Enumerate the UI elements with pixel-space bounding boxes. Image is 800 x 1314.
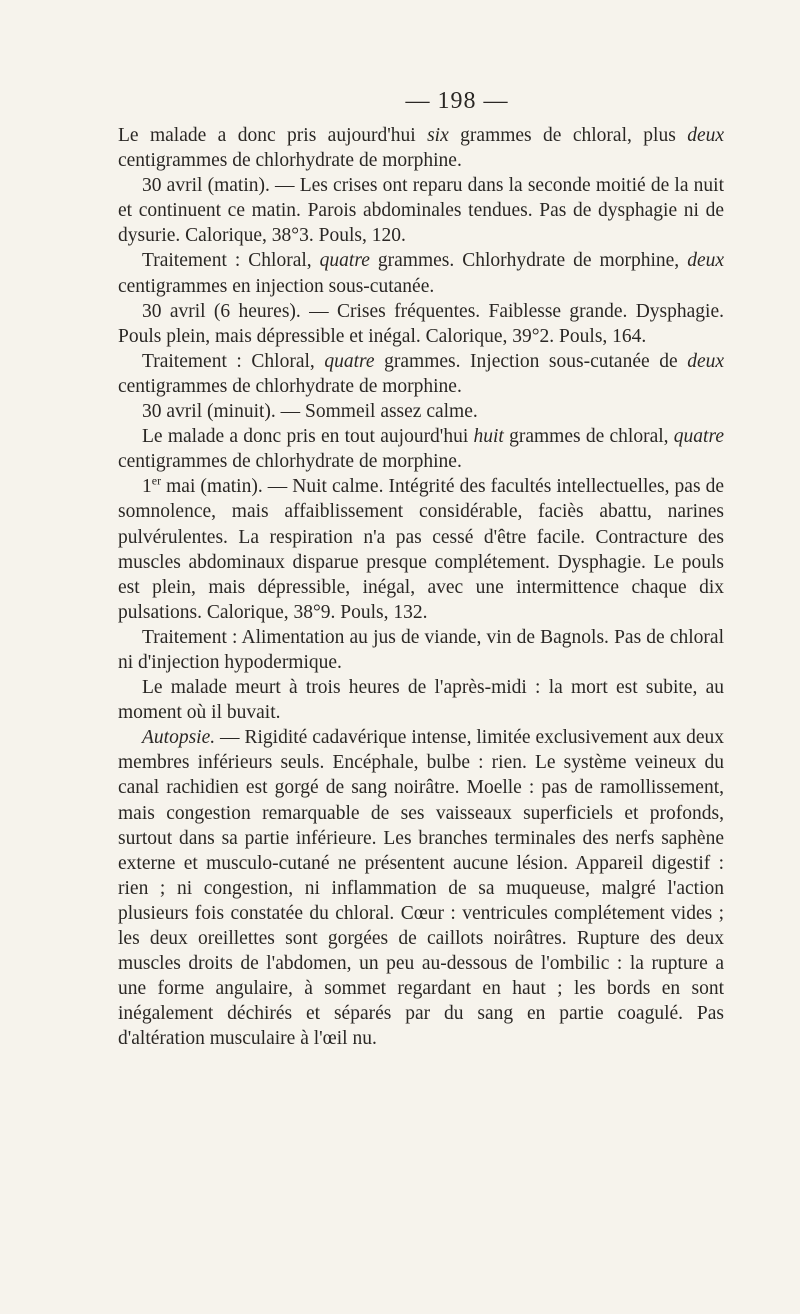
paragraph: Le malade a donc pris en tout aujourd'hui huit grammes de chloral, quatre centigrammes de chlorhydrate de morphine.: [118, 426, 724, 473]
paragraph: Traitement : Chloral, quatre grammes. Chlorhydrate de morphine, deux centigrammes en injection sous-cutanée.: [118, 250, 724, 297]
paragraph: Le malade meurt à trois heures de l'après-midi : la mort est subite, au moment où il buvait.: [118, 677, 724, 724]
paragraph: 30 avril (6 heures). — Crises fréquentes. Faiblesse grande. Dysphagie. Pouls plein, mais dépressible et inégal. Calorique, 39°2. Pouls, 164.: [118, 300, 724, 347]
paragraph: Le malade a donc pris aujourd'hui six grammes de chloral, plus deux centigrammes de chlorhydrate de morphine.: [118, 125, 724, 172]
page-number: — 198 —: [405, 88, 509, 114]
paragraph: 30 avril (matin). — Les crises ont reparu dans la seconde moitié de la nuit et continuent ce matin. Parois abdominales tendues. Pas de dysphagie ni de dysurie. Calorique, 38°3. Pouls, 120.: [118, 175, 724, 247]
paragraph: Traitement : Alimentation au jus de viande, vin de Bagnols. Pas de chloral ni d'injection hypodermique.: [118, 626, 724, 673]
body-text: [118, 123, 724, 1051]
paragraph: Traitement : Chloral, quatre grammes. Injection sous-cutanée de deux centigrammes de chlorhydrate de morphine.: [118, 350, 724, 397]
paragraph: 30 avril (minuit). — Sommeil assez calme.: [142, 401, 478, 423]
paragraph: 1er mai (matin). — Nuit calme. Intégrité des facultés intellectuelles, pas de somnolence, mais affaiblissement considérable, faciès abattu, narines pulvérulentes. La respiration n'a pas cessé d'être facile. Contracture des muscles abdominaux disparue presque complétement. Dysphagie. Le pouls est plein, mais dépressible, inégal, avec une intermittence chaque dix pulsations. Calorique, 38°9. Pouls, 132.: [118, 473, 724, 623]
paragraph: Autopsie. — Rigidité cadavérique intense, limitée exclusivement aux deux membres inférieurs seuls. Encéphale, bulbe : rien. Le système veineux du canal rachidien est gorgé de sang noirâtre. Moelle : pas de ramollissement, mais congestion remarquable de ses vaisseaux superficiels et profonds, surtout dans sa partie inférieure. Les branches terminales des nerfs saphène externe et musculo-cutané ne présentent aucune lésion. Appareil digestif : rien ; ni congestion, ni inflammation de sa muqueuse, malgré l'action plusieurs fois constatée du chloral. Cœur : ventricules complétement vides ; les deux oreillettes sont gorgées de caillots noirâtres. Rupture des deux muscles droits de l'abdomen, un peu au-dessous de l'ombilic : la rupture a une forme angulaire, à sommet regardant en haut ; les bords en sont inégalement déchirés et séparés par du sang en partie coagulé. Pas d'altération musculaire à l'œil nu.: [118, 727, 724, 1050]
